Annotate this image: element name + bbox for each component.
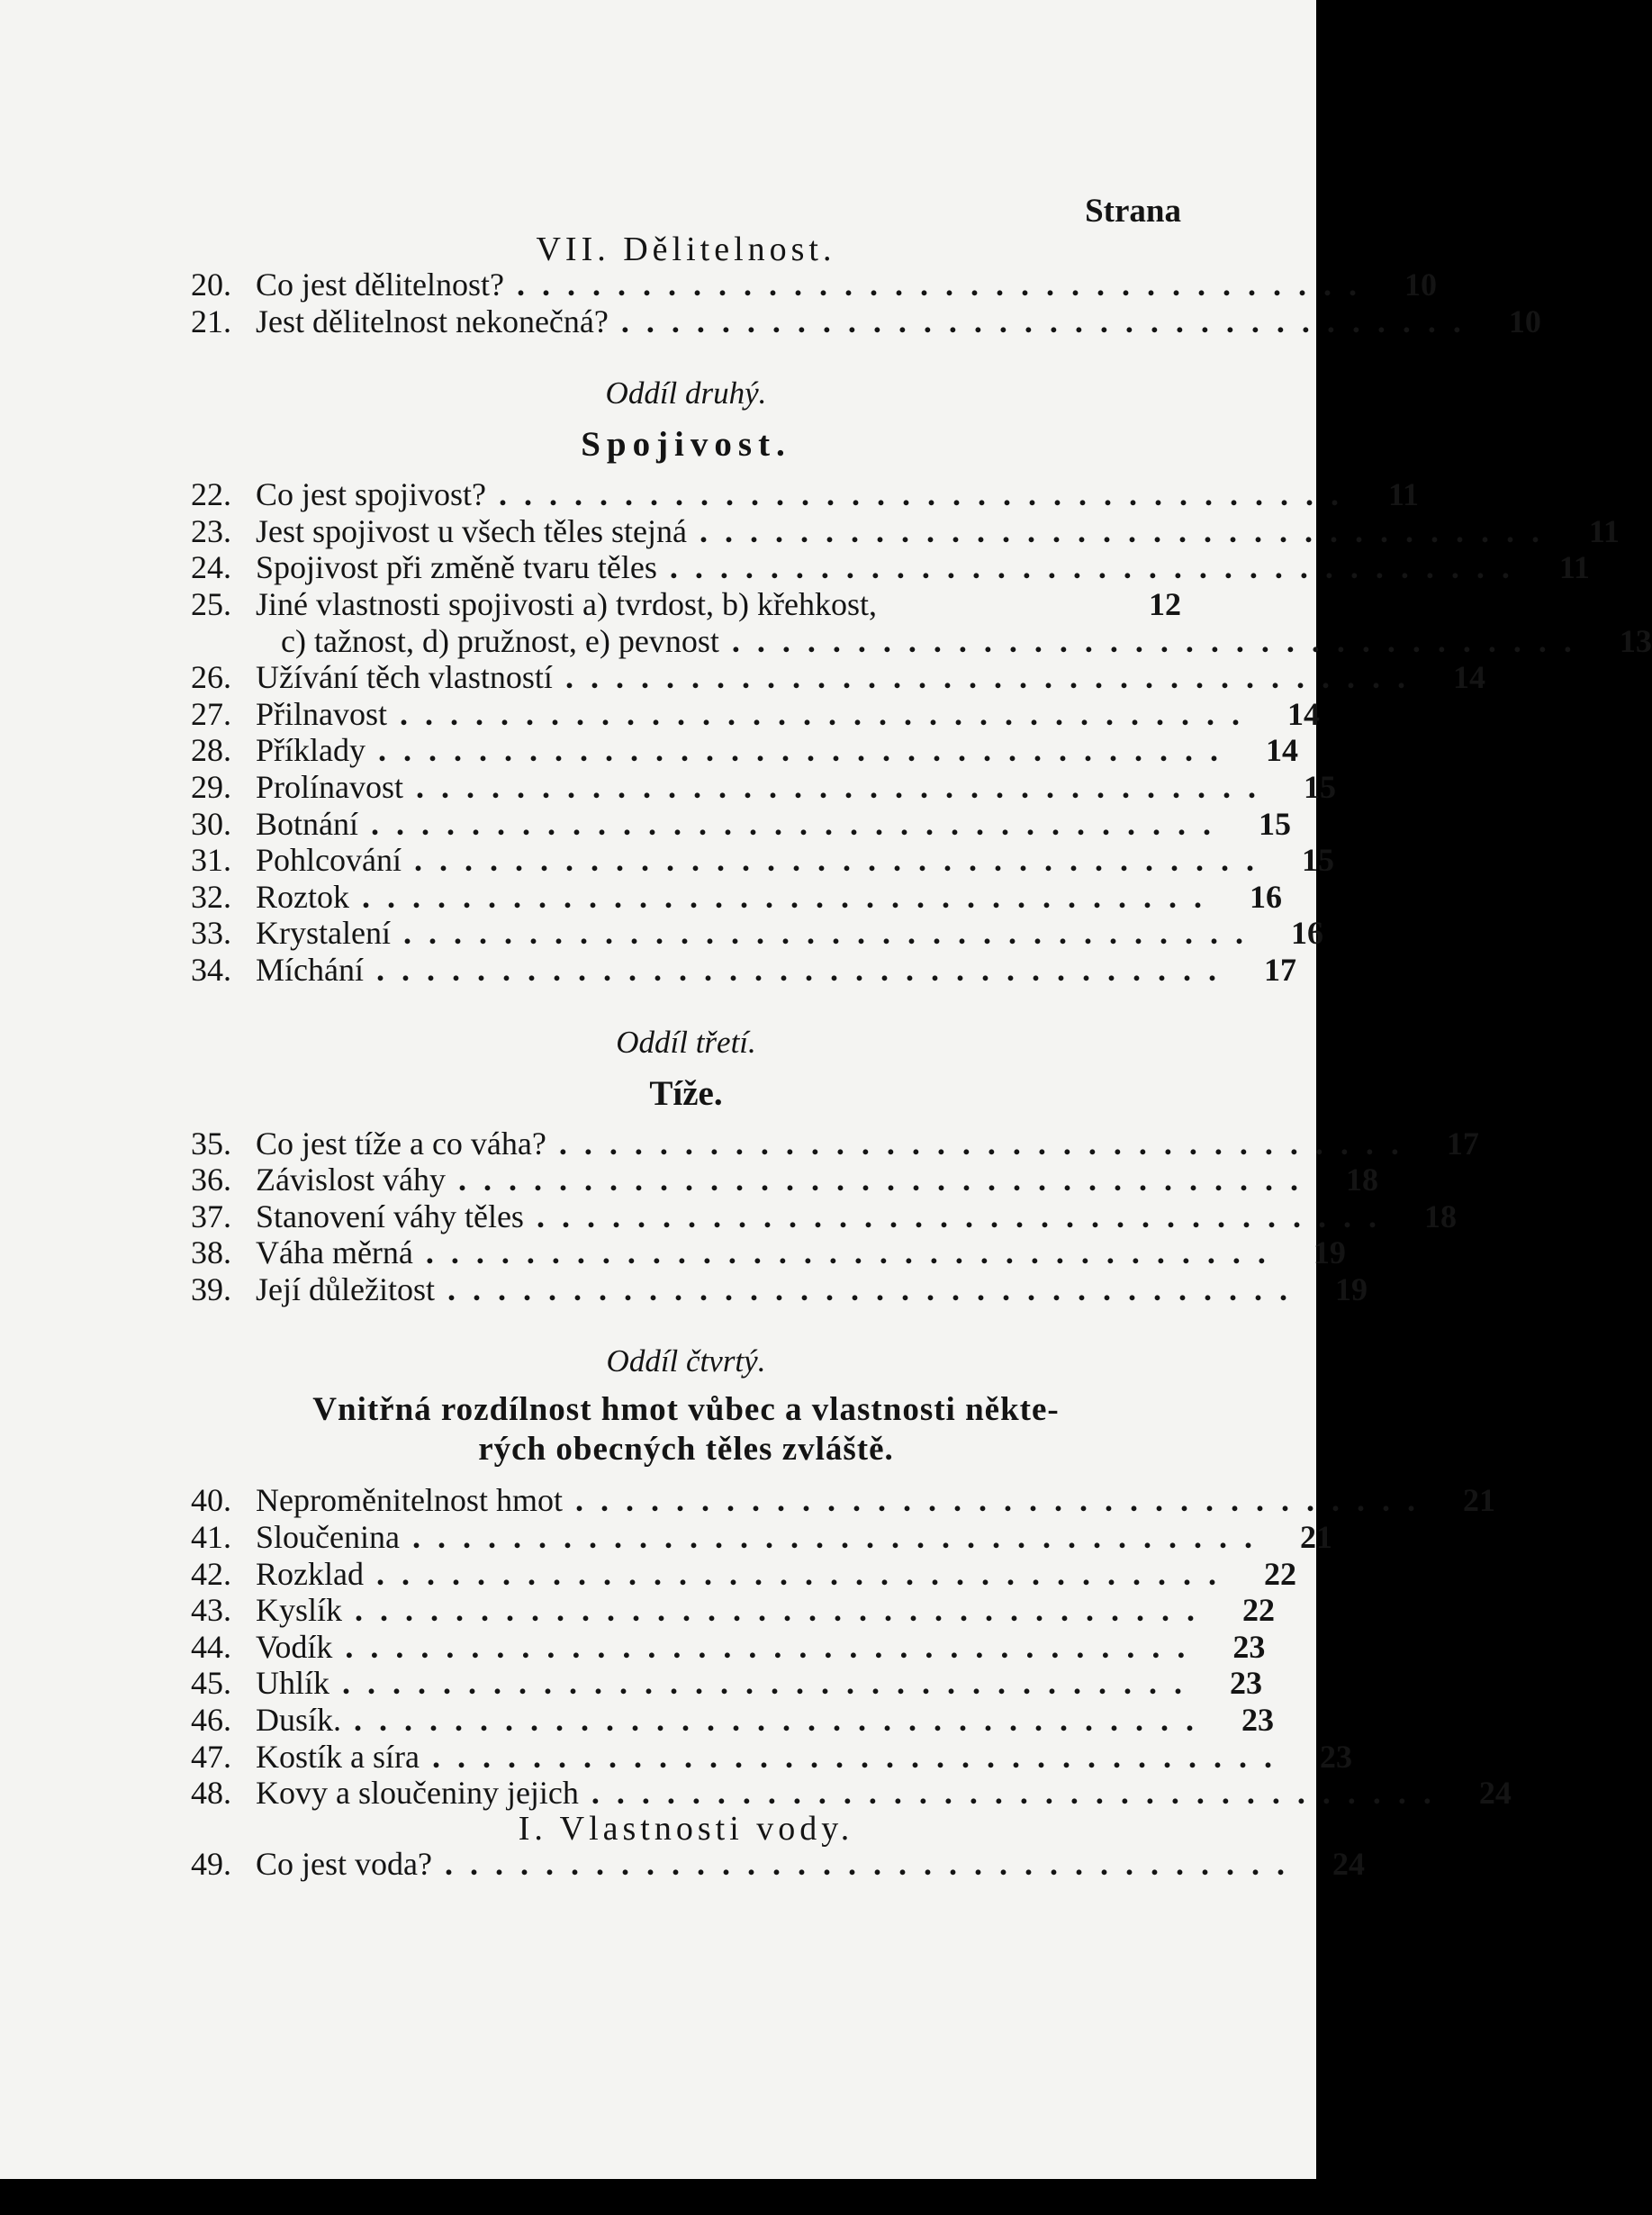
dot-leader: ..................................: [620, 303, 1478, 339]
entry-title: Prolínavost: [256, 768, 404, 805]
entry-title: Dusík.: [256, 1702, 342, 1739]
entry-page: 16: [1290, 915, 1323, 952]
entry-title: Botnání: [256, 805, 358, 842]
entry-number: 23.: [191, 512, 231, 549]
dot-leader: ..................................: [516, 267, 1374, 303]
toc-entry: [191, 267, 1437, 303]
entry-page: 17: [1446, 1125, 1479, 1162]
entry-page: 23: [1232, 1628, 1266, 1665]
entry-title: Kyslík: [256, 1592, 343, 1629]
toc-list: [191, 1482, 1512, 1812]
toc-entry: [191, 842, 1334, 879]
entry-title: Přilnavost: [256, 695, 388, 732]
entry-number: 28.: [191, 732, 231, 769]
toc-list: [191, 1125, 1479, 1308]
dot-leader: ..................................: [354, 1702, 1212, 1739]
dot-leader: ..................................: [375, 1555, 1233, 1592]
entry-title: Pohlcování: [256, 842, 402, 879]
dot-leader: ..................................: [457, 1162, 1315, 1198]
dot-leader: ..................................: [558, 1125, 1416, 1162]
dot-leader: ..................................: [574, 1482, 1432, 1519]
entry-page: 23: [1230, 1665, 1263, 1702]
page-column-label: Strana: [1085, 193, 1181, 230]
section-title-vii: VII. Dělitelnost.: [536, 231, 836, 268]
entry-title: Roztok: [256, 878, 349, 915]
toc-entry: [191, 805, 1291, 843]
dot-leader: ..................................: [413, 842, 1271, 879]
dot-leader: ..................................: [378, 732, 1235, 769]
entry-page: 18: [1345, 1162, 1378, 1198]
chapter-heading-line: rých obecných těles zvláště.: [478, 1431, 894, 1469]
entry-page: 18: [1423, 1198, 1457, 1234]
entry-page: 13: [1619, 622, 1652, 659]
entry-page: 11: [1558, 549, 1590, 586]
entry-page: 17: [1263, 951, 1296, 988]
entry-page: 23: [1319, 1738, 1352, 1775]
entry-page: 10: [1508, 303, 1541, 339]
entry-page: 21: [1462, 1482, 1495, 1519]
entry-number: 46.: [191, 1702, 231, 1739]
dot-leader: ..................................: [362, 878, 1219, 915]
dot-leader: ..................................: [564, 659, 1422, 696]
dot-leader: ..................................: [355, 1592, 1213, 1629]
entry-number: 21.: [191, 303, 231, 339]
entry-title: Jest spojivost u všech těles stejná: [256, 512, 687, 549]
entry-title: Co jest dělitelnost?: [256, 267, 504, 303]
entry-title: Krystalení: [256, 915, 391, 952]
division-heading: Oddíl druhý.: [605, 375, 767, 411]
toc-entry: [191, 1270, 1368, 1308]
entry-page: 21: [1299, 1519, 1332, 1556]
toc-entry: [191, 476, 1420, 513]
toc-entry: [191, 549, 1590, 586]
toc-entry: [191, 951, 1296, 989]
section-title-i: I. Vlastnosti vody.: [518, 1809, 854, 1848]
dot-leader: ..................................: [444, 1845, 1302, 1882]
entry-title: Co jest voda?: [256, 1845, 432, 1882]
chapter-heading: [191, 1381, 1181, 1482]
entry-title: Míchání: [256, 951, 364, 988]
entry-page: 16: [1250, 878, 1282, 915]
division-heading: Oddíl čtvrtý.: [606, 1343, 766, 1379]
entry-title: c) tažnost, d) pružnost, e) pevnost: [281, 622, 719, 659]
entry-title: Spojivost při změně tvaru těles: [256, 549, 657, 586]
dot-leader: ..................................: [400, 695, 1258, 732]
entry-page: 22: [1263, 1555, 1296, 1592]
entry-number: 24.: [191, 549, 231, 586]
entry-page: 24: [1332, 1845, 1365, 1882]
entry-title: Kovy a sloučeniny jejich: [256, 1775, 579, 1812]
dot-leader: ..................................: [536, 1198, 1394, 1234]
entry-page: 14: [1266, 732, 1298, 769]
entry-title: Neproměnitelnost hmot: [256, 1482, 563, 1519]
entry-number: 31.: [191, 842, 231, 879]
entry-number: 44.: [191, 1628, 231, 1665]
dot-leader: ..................................: [669, 549, 1527, 586]
entry-title: Co jest spojivost?: [256, 476, 487, 513]
toc-entry: [191, 586, 1181, 623]
toc-list: [191, 1845, 1365, 1883]
dot-leader: ..................................: [342, 1665, 1200, 1702]
entry-number: 25.: [191, 585, 231, 622]
entry-page: 19: [1334, 1270, 1368, 1307]
entry-number: 27.: [191, 695, 231, 732]
toc-entry: [191, 1628, 1266, 1666]
entry-title: Co jest tíže a co váha?: [256, 1125, 546, 1162]
entry-title: Příklady: [256, 732, 366, 769]
entry-number: 49.: [191, 1845, 231, 1882]
entry-page: 22: [1242, 1592, 1276, 1629]
dot-leader: ..................................: [425, 1234, 1283, 1271]
dot-leader: ..................................: [402, 915, 1260, 952]
dot-leader: ..................................: [591, 1775, 1449, 1812]
toc-entry: [191, 1592, 1276, 1629]
entry-title: Kostík a síra: [256, 1738, 420, 1775]
entry-number: 47.: [191, 1738, 231, 1775]
entry-number: 42.: [191, 1555, 231, 1592]
entry-title: Stanovení váhy těles: [256, 1198, 524, 1234]
toc-entry: [191, 1702, 1275, 1739]
dot-leader: ..................................: [416, 768, 1274, 805]
toc-entry: [191, 512, 1620, 550]
entry-page: 14: [1452, 659, 1485, 696]
table-of-contents: [191, 191, 1652, 1882]
toc-entry: [191, 1519, 1332, 1556]
entry-title: Závislost váhy: [256, 1162, 446, 1198]
entry-number: 41.: [191, 1519, 231, 1556]
chapter-heading-line: Vnitřná rozdílnost hmot vůbec a vlastnosti někte-: [312, 1391, 1060, 1429]
entry-title: Sloučenina: [256, 1519, 400, 1556]
entry-number: 40.: [191, 1482, 231, 1519]
toc-entry: [191, 1162, 1378, 1198]
entry-title: Uhlík: [256, 1665, 330, 1702]
entry-number: 34.: [191, 951, 231, 988]
toc-entry: [191, 1845, 1365, 1883]
entry-number: 48.: [191, 1775, 231, 1812]
entry-number: 45.: [191, 1665, 231, 1702]
entry-title: Jest dělitelnost nekonečná?: [256, 303, 609, 339]
dot-leader: ..................................: [411, 1519, 1269, 1556]
dot-leader: ..................................: [375, 951, 1233, 988]
toc-entry: [191, 915, 1323, 952]
dot-leader: ..................................: [731, 622, 1589, 659]
division-heading: Oddíl třetí.: [616, 1024, 756, 1060]
entry-page: 14: [1287, 695, 1321, 732]
entry-number: 38.: [191, 1234, 231, 1271]
toc-entry: [191, 303, 1541, 340]
chapter-heading: Spojivost.: [581, 425, 791, 465]
entry-number: 30.: [191, 805, 231, 842]
entry-number: 35.: [191, 1125, 231, 1162]
entry-page: 11: [1588, 512, 1620, 549]
entry-title: Jiné vlastnosti spojivosti a) tvrdost, b) křehkost,: [256, 585, 877, 622]
entry-number: 32.: [191, 878, 231, 915]
entry-title: Její důležitost: [256, 1270, 435, 1307]
entry-number: 43.: [191, 1592, 231, 1629]
toc-entry: [191, 659, 1485, 696]
entry-number: 33.: [191, 915, 231, 952]
dot-leader: ..................................: [345, 1628, 1203, 1665]
dot-leader: ..................................: [499, 476, 1357, 513]
toc-entry: [191, 1738, 1352, 1776]
toc-list: [191, 267, 1541, 339]
toc-entry: [191, 1234, 1346, 1271]
toc-entry: [191, 1198, 1457, 1235]
entry-title: Rozklad: [256, 1555, 364, 1592]
toc-entry-continued: [191, 622, 1652, 660]
dot-leader: ..................................: [447, 1270, 1304, 1307]
entry-page: 24: [1478, 1775, 1512, 1812]
toc-entry: [191, 1775, 1512, 1812]
entry-page: 19: [1313, 1234, 1346, 1271]
entry-page: 12: [1149, 585, 1181, 622]
toc-entry: [191, 1555, 1296, 1593]
toc-entry: [191, 1482, 1495, 1519]
toc-entry: [191, 732, 1298, 769]
entry-number: 29.: [191, 768, 231, 805]
entry-page: 10: [1404, 267, 1437, 303]
entry-number: 26.: [191, 659, 231, 696]
entry-number: 36.: [191, 1162, 231, 1198]
toc-entry: [191, 768, 1337, 806]
entry-number: 20.: [191, 267, 231, 303]
entry-number: 37.: [191, 1198, 231, 1234]
entry-number: 39.: [191, 1270, 231, 1307]
toc-entry: [191, 695, 1321, 733]
entry-page: 15: [1301, 842, 1334, 879]
entry-title: Vodík: [256, 1628, 333, 1665]
entry-title: Váha měrná: [256, 1234, 413, 1271]
entry-number: 22.: [191, 476, 231, 513]
chapter-heading: Tíže.: [649, 1073, 723, 1113]
entry-page: 15: [1304, 768, 1337, 805]
toc-entry: [191, 1665, 1263, 1702]
entry-title: Užívání těch vlastností: [256, 659, 553, 696]
dot-leader: ..................................: [431, 1738, 1289, 1775]
toc-entry: [191, 1125, 1479, 1162]
entry-page: 15: [1259, 805, 1291, 842]
toc-list: [191, 476, 1652, 988]
dot-leader: ..................................: [699, 512, 1557, 549]
entry-page: 23: [1241, 1702, 1275, 1739]
toc-entry: [191, 878, 1282, 916]
entry-page: 11: [1388, 476, 1420, 513]
dot-leader: ..................................: [371, 805, 1228, 842]
